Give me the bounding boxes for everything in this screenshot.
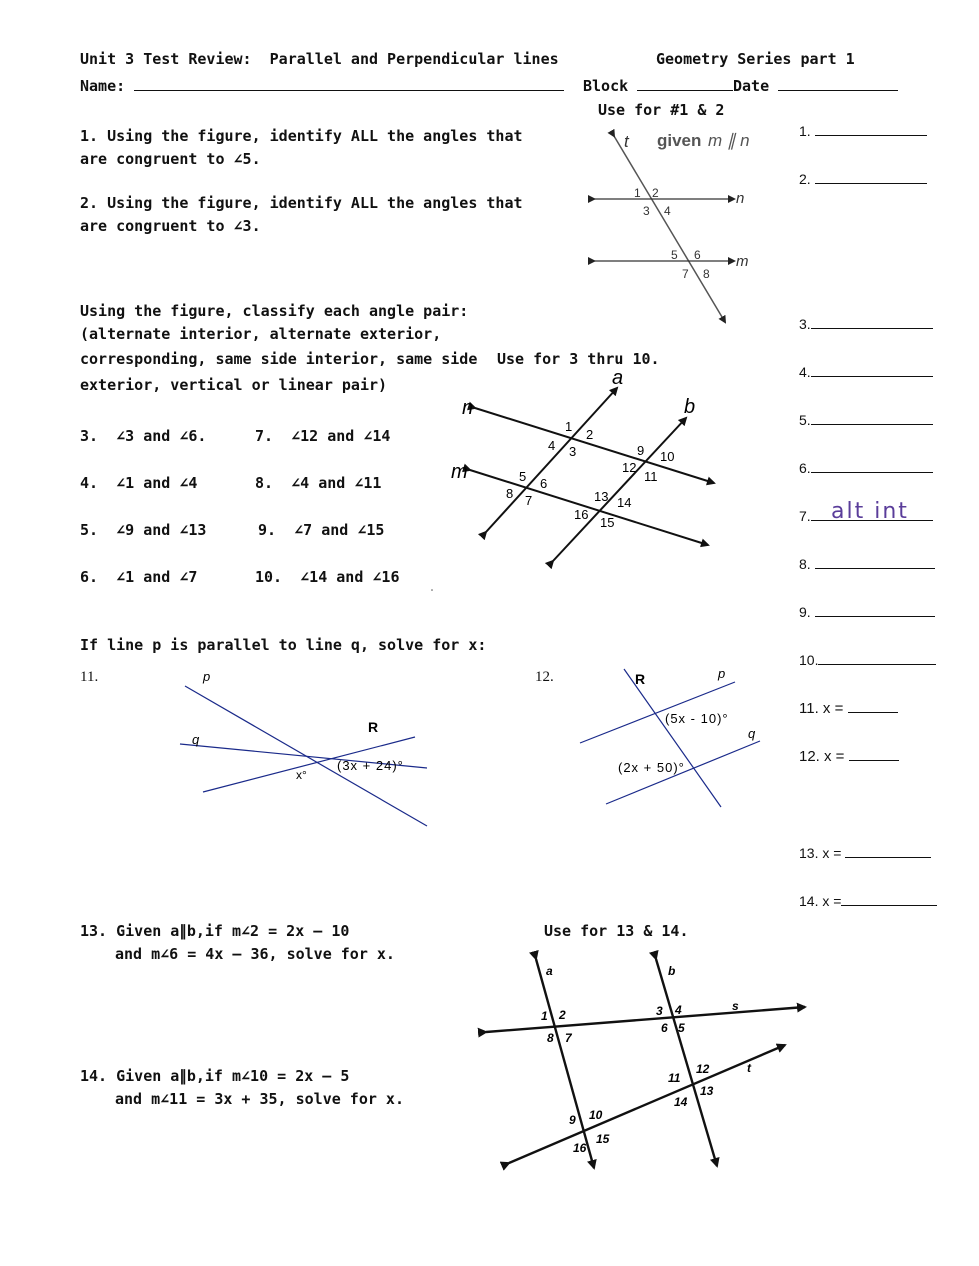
use-for-3-10: Use for 3 thru 10. bbox=[497, 350, 660, 368]
name-label: Name: bbox=[80, 77, 126, 95]
answer-8[interactable]: 8. bbox=[799, 554, 935, 572]
question-9: 9. ∠7 and ∠15 bbox=[258, 521, 385, 539]
answer-12[interactable]: 12. x = bbox=[799, 746, 899, 765]
angle-label: 15 bbox=[596, 1132, 610, 1146]
angle-label: 9 bbox=[569, 1113, 576, 1127]
classify-instr-2: (alternate interior, alternate exterior, bbox=[80, 325, 442, 343]
question-1-line1: 1. Using the figure, identify ALL the angles that bbox=[80, 127, 523, 145]
question-14-line1: 14. Given a∥b,if m∠10 = 2x – 5 bbox=[80, 1067, 350, 1085]
angle-label: 15 bbox=[600, 515, 615, 530]
angle-label: 10 bbox=[660, 449, 675, 464]
question-12-num: 12. bbox=[535, 669, 554, 685]
question-4: 4. ∠1 and ∠4 bbox=[80, 474, 198, 492]
svg-text:alt int: alt int bbox=[831, 499, 909, 524]
angle-label: 10 bbox=[589, 1108, 603, 1122]
angle-label: 14 bbox=[674, 1095, 688, 1109]
question-6: 6. ∠1 and ∠7 bbox=[80, 568, 198, 586]
angle-label: 1 bbox=[565, 419, 573, 434]
angle-label: 6 bbox=[540, 476, 548, 491]
angle-label: 11 bbox=[644, 469, 658, 484]
angle-label: 1 bbox=[634, 186, 641, 200]
answer-4[interactable]: 4. bbox=[799, 362, 933, 380]
parallel-instr: If line p is parallel to line q, solve for x: bbox=[80, 636, 487, 654]
label-q-11: q bbox=[192, 732, 200, 747]
angle-label: 12 bbox=[696, 1062, 710, 1076]
angle-label: 7 bbox=[525, 493, 533, 508]
label-t: t bbox=[624, 132, 629, 151]
angle-label: 5 bbox=[678, 1021, 685, 1035]
label-a: a bbox=[612, 367, 624, 389]
angle-label: 9 bbox=[637, 443, 645, 458]
expr2-12: (2x + 50)° bbox=[618, 760, 685, 775]
classify-instr-1: Using the figure, classify each angle pair: bbox=[80, 302, 469, 320]
question-3: 3. ∠3 and ∠6. bbox=[80, 427, 207, 445]
series-label: Geometry Series part 1 bbox=[656, 50, 855, 68]
angle-label: 1 bbox=[541, 1009, 548, 1023]
question-1-line2: are congruent to ∠5. bbox=[80, 150, 261, 168]
label-b-4: b bbox=[668, 964, 676, 978]
answer-2[interactable]: 2. bbox=[799, 169, 927, 187]
angle-label: 11 bbox=[668, 1071, 681, 1085]
angle-label: 16 bbox=[574, 507, 589, 522]
given-math: m ∥ n bbox=[708, 131, 750, 150]
angle-label: 3 bbox=[656, 1004, 663, 1018]
label-p-12: p bbox=[718, 666, 726, 681]
angle-label: 2 bbox=[652, 186, 659, 200]
classify-instr-4: exterior, vertical or linear pair) bbox=[80, 376, 388, 394]
date-label: Date bbox=[733, 77, 770, 95]
question-8: 8. ∠4 and ∠11 bbox=[255, 474, 382, 492]
angle-label: 14 bbox=[617, 495, 632, 510]
question-2-line2: are congruent to ∠3. bbox=[80, 217, 261, 235]
label-n: n bbox=[736, 190, 745, 207]
angle-label: 4 bbox=[675, 1003, 682, 1017]
angle-label: 6 bbox=[661, 1021, 668, 1035]
question-13-line2: and m∠6 = 4x – 36, solve for x. bbox=[115, 945, 395, 963]
use-for-13-14: Use for 13 & 14. bbox=[544, 922, 689, 940]
classify-instr-3: corresponding, same side interior, same side bbox=[80, 350, 478, 368]
label-b: b bbox=[684, 396, 696, 418]
question-7: 7. ∠12 and ∠14 bbox=[255, 427, 391, 445]
angle-label: 4 bbox=[548, 438, 556, 453]
angle-label: 3 bbox=[569, 444, 577, 459]
label-m: m bbox=[736, 253, 749, 270]
angle-label: 7 bbox=[565, 1031, 572, 1045]
angle-label: 3 bbox=[643, 204, 650, 218]
answer-7[interactable]: 7. bbox=[799, 506, 933, 524]
angle-label: 6 bbox=[694, 248, 701, 262]
label-n2: n bbox=[462, 397, 474, 419]
expr-11: (3x + 24)° bbox=[337, 758, 404, 773]
angle-label: 7 bbox=[682, 267, 689, 281]
label-s: s bbox=[732, 999, 739, 1013]
x-11: x° bbox=[296, 768, 307, 782]
angle-label: 2 bbox=[559, 1008, 566, 1022]
question-13-line1: 13. Given a∥b,if m∠2 = 2x – 10 bbox=[80, 922, 350, 940]
use-for-1-2: Use for #1 & 2 bbox=[598, 101, 725, 119]
label-m2: m bbox=[451, 461, 468, 483]
label-p-11: p bbox=[203, 669, 211, 684]
given-label: given bbox=[657, 131, 702, 150]
angle-label: 2 bbox=[586, 427, 594, 442]
angle-label: 5 bbox=[519, 469, 527, 484]
angle-label: 4 bbox=[664, 204, 671, 218]
block-label: Block bbox=[583, 77, 629, 95]
answer-1[interactable]: 1. bbox=[799, 121, 927, 139]
label-t-4: t bbox=[747, 1061, 751, 1075]
angle-label: 12 bbox=[622, 460, 637, 475]
worksheet-title: Unit 3 Test Review: Parallel and Perpendicular lines bbox=[80, 50, 559, 68]
answer-9[interactable]: 9. bbox=[799, 602, 935, 620]
answer-11[interactable]: 11. x = bbox=[799, 698, 898, 717]
angle-label: 8 bbox=[547, 1031, 554, 1045]
label-r-12: R bbox=[635, 671, 646, 687]
answer-10[interactable]: 10. bbox=[799, 650, 936, 668]
angle-label: 16 bbox=[573, 1141, 587, 1155]
angle-label: 13 bbox=[594, 489, 609, 504]
answer-5[interactable]: 5. bbox=[799, 410, 933, 428]
question-10: 10. ∠14 and ∠16 bbox=[255, 568, 400, 586]
label-a-4: a bbox=[546, 964, 553, 978]
label-q-12: q bbox=[748, 726, 756, 741]
angle-label: 8 bbox=[506, 486, 514, 501]
expr1-12: (5x - 10)° bbox=[665, 711, 729, 726]
answer-3[interactable]: 3. bbox=[799, 314, 933, 332]
answer-14[interactable]: 14. x = bbox=[799, 891, 937, 909]
angle-label: 8 bbox=[703, 267, 710, 281]
angle-label: 5 bbox=[671, 248, 678, 262]
question-14-line2: and m∠11 = 3x + 35, solve for x. bbox=[115, 1090, 404, 1108]
answer-13[interactable]: 13. x = bbox=[799, 843, 931, 861]
label-r-11: R bbox=[368, 719, 379, 735]
question-2-line1: 2. Using the figure, identify ALL the angles that bbox=[80, 194, 523, 212]
answer-6[interactable]: 6. bbox=[799, 458, 933, 476]
question-5: 5. ∠9 and ∠13 bbox=[80, 521, 207, 539]
angle-label: 13 bbox=[700, 1084, 714, 1098]
question-11-num: 11. bbox=[80, 669, 99, 685]
